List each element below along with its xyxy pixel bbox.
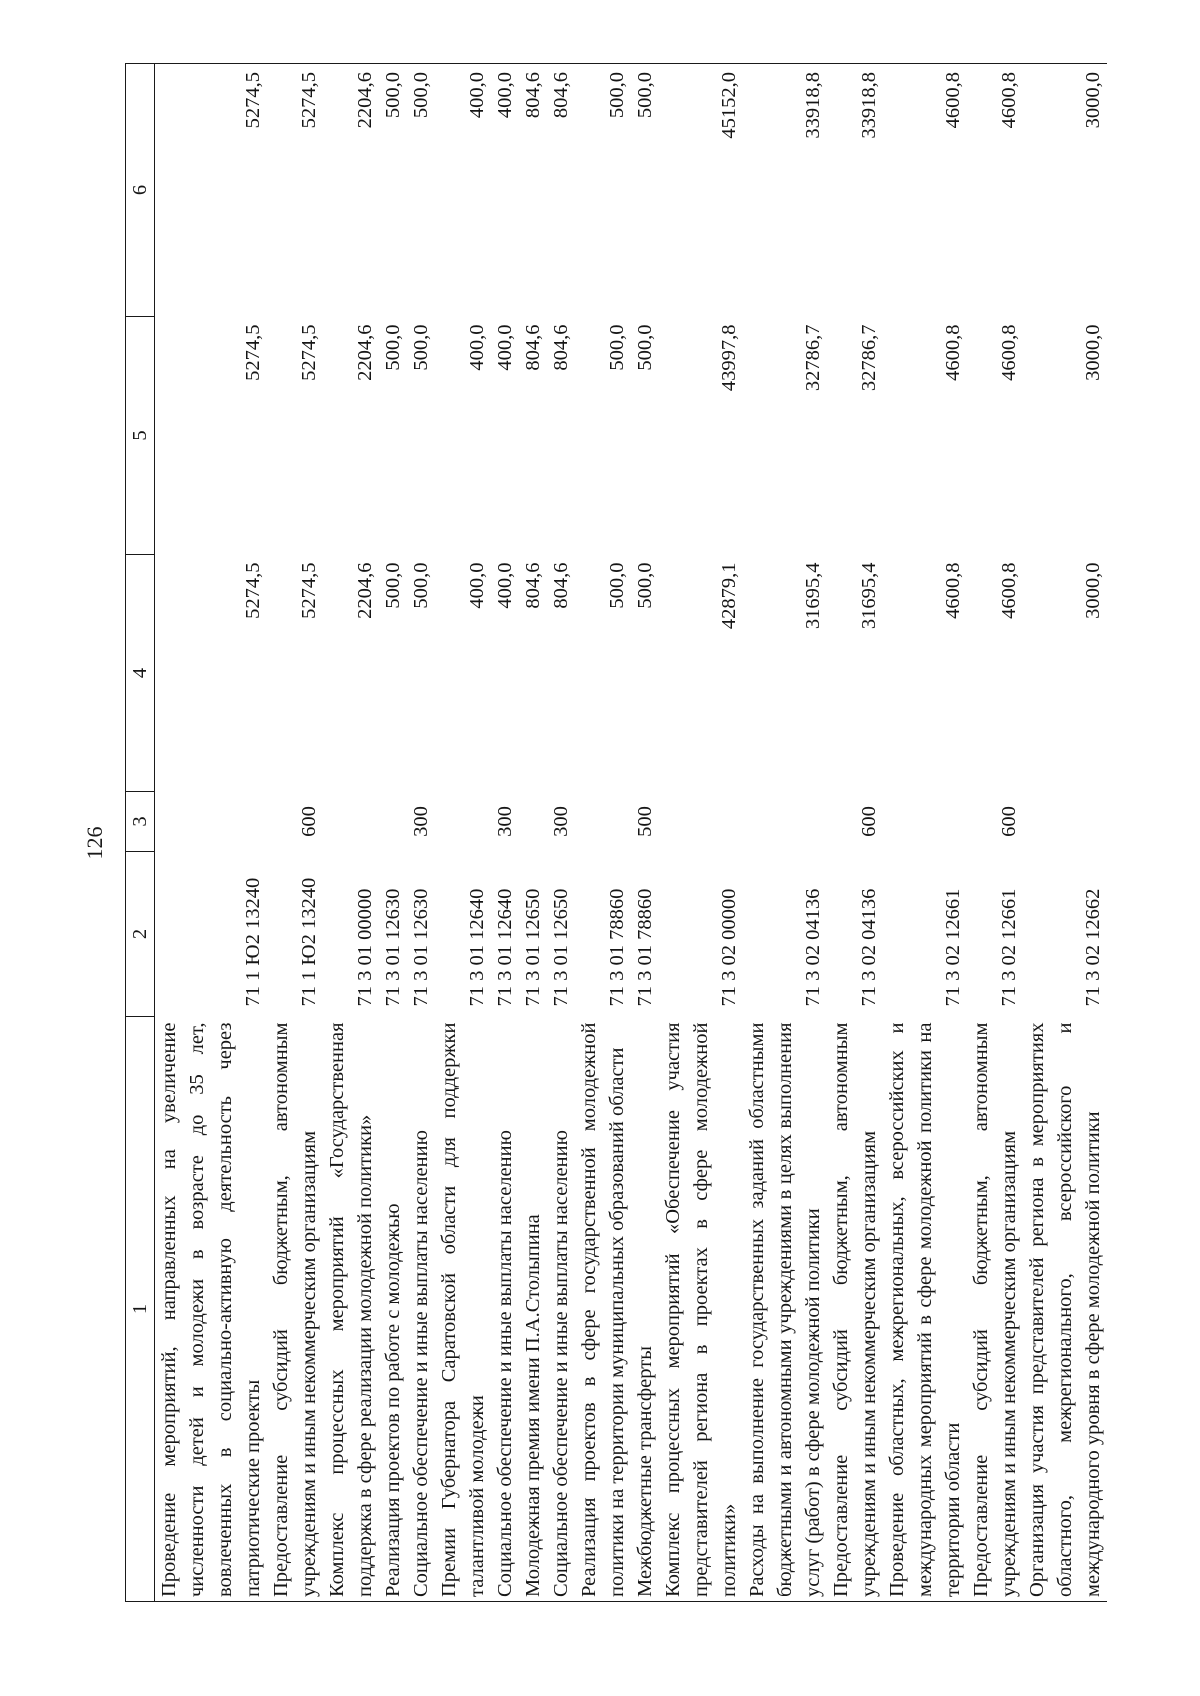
row-expense-type-cell bbox=[519, 792, 547, 852]
column-header: 2 bbox=[126, 852, 155, 1017]
row-code-cell: 71 1 Ю2 13240 bbox=[242, 877, 264, 1007]
column-header: 3 bbox=[126, 792, 155, 852]
table-row bbox=[659, 64, 743, 1602]
row-name-cell: Комплекс процессных мероприятий «Обеспечение участия представителей региона в проектах в сфере молодежной политики» bbox=[659, 1017, 743, 1602]
row-expense-type-cell bbox=[323, 792, 379, 852]
row-amount-col4-cell: 400,0 bbox=[466, 562, 488, 609]
row-name-cell: Комплекс процессных мероприятий «Государственная поддержка в сфере реализации молодежной политики» bbox=[323, 1017, 379, 1602]
table-row bbox=[323, 64, 379, 1602]
row-amount-col4-cell: 31695,4 bbox=[858, 562, 880, 630]
row-amount-col4-cell: 5274,5 bbox=[242, 562, 264, 619]
table-row bbox=[631, 64, 659, 1602]
row-expense-type-cell bbox=[435, 792, 491, 852]
row-amount-col6-cell: 2204,6 bbox=[323, 64, 379, 317]
row-name-cell: Расходы на выполнение государственных заданий областными бюджетными и автономными учреждениями в целях выполнения услуг (работ) в сфере молодежной политики bbox=[743, 1017, 827, 1602]
row-amount-col4-cell: 500,0 bbox=[634, 562, 656, 609]
row-name-cell: Межбюджетные трансферты bbox=[631, 1017, 659, 1602]
table-row bbox=[883, 64, 967, 1602]
table-row bbox=[967, 64, 1023, 1602]
row-amount-col6-cell: 4600,8 bbox=[967, 64, 1023, 317]
row-amount-col5-cell: 804,6 bbox=[550, 324, 572, 371]
row-name-cell: Предоставление субсидий бюджетным, автономным учреждениям и иным некоммерческим организациям bbox=[967, 1017, 1023, 1602]
row-amount-col6-cell: 33918,8 bbox=[743, 64, 827, 317]
row-name-cell: Предоставление субсидий бюджетным, автономным учреждениям и иным некоммерческим организациям bbox=[827, 1017, 883, 1602]
table-row bbox=[575, 64, 631, 1602]
table-row bbox=[827, 64, 883, 1602]
row-amount-col4-cell: 5274,5 bbox=[298, 562, 320, 619]
row-amount-col5-cell: 2204,6 bbox=[354, 324, 376, 381]
row-name-cell: Социальное обеспечение и иные выплаты населению bbox=[491, 1017, 519, 1602]
row-amount-col5-cell: 500,0 bbox=[382, 324, 404, 371]
row-amount-col4-cell: 4600,8 bbox=[942, 562, 964, 619]
row-amount-col5-cell: 32786,7 bbox=[858, 324, 880, 392]
row-code-cell: 71 3 01 12630 bbox=[382, 888, 404, 1007]
row-code-cell: 71 1 Ю2 13240 bbox=[298, 877, 320, 1007]
row-amount-col5-cell: 5274,5 bbox=[242, 324, 264, 381]
row-amount-col6-cell: 804,6 bbox=[519, 64, 547, 317]
row-amount-col6-cell: 400,0 bbox=[491, 64, 519, 317]
row-expense-type-cell bbox=[743, 792, 827, 852]
row-amount-col5-cell: 500,0 bbox=[410, 324, 432, 371]
row-amount-col5-cell: 400,0 bbox=[466, 324, 488, 371]
row-expense-type-cell bbox=[1023, 792, 1107, 852]
table-row bbox=[155, 64, 268, 1602]
table-row bbox=[547, 64, 575, 1602]
row-expense-type-cell: 600 bbox=[298, 806, 320, 837]
row-amount-col5-cell: 43997,8 bbox=[718, 324, 740, 392]
column-number-header-row bbox=[126, 64, 155, 1602]
column-header: 4 bbox=[126, 555, 155, 792]
row-name-cell: Социальное обеспечение и иные выплаты населению bbox=[547, 1017, 575, 1602]
row-amount-col5-cell: 400,0 bbox=[494, 324, 516, 371]
row-amount-col4-cell: 400,0 bbox=[494, 562, 516, 609]
table-row bbox=[379, 64, 407, 1602]
table-row bbox=[743, 64, 827, 1602]
row-code-cell: 71 3 01 78860 bbox=[606, 888, 628, 1007]
row-code-cell: 71 3 01 12650 bbox=[522, 888, 544, 1007]
table-row bbox=[491, 64, 519, 1602]
row-name-cell: Проведение областных, межрегиональных, всероссийских и международных мероприятий в сфере молодежной политики на территории области bbox=[883, 1017, 967, 1602]
row-code-cell: 71 3 01 78860 bbox=[634, 888, 656, 1007]
row-name-cell: Предоставление субсидий бюджетным, автономным учреждениям и иным некоммерческим организациям bbox=[267, 1017, 323, 1602]
row-amount-col5-cell: 500,0 bbox=[634, 324, 656, 371]
row-amount-col4-cell: 4600,8 bbox=[998, 562, 1020, 619]
row-amount-col5-cell: 804,6 bbox=[522, 324, 544, 371]
page-number: 126 bbox=[82, 826, 107, 860]
row-amount-col4-cell: 804,6 bbox=[550, 562, 572, 609]
row-expense-type-cell bbox=[659, 792, 743, 852]
row-amount-col4-cell: 2204,6 bbox=[354, 562, 376, 619]
row-amount-col6-cell: 500,0 bbox=[631, 64, 659, 317]
row-expense-type-cell: 500 bbox=[634, 806, 656, 837]
row-amount-col5-cell: 3000,0 bbox=[1082, 324, 1104, 381]
row-amount-col4-cell: 500,0 bbox=[606, 562, 628, 609]
table-row bbox=[407, 64, 435, 1602]
row-expense-type-cell bbox=[155, 792, 268, 852]
row-amount-col6-cell: 3000,0 bbox=[1023, 64, 1107, 317]
row-name-cell: Реализация проектов в сфере государственной молодежной политики на территории муниципальных образований области bbox=[575, 1017, 631, 1602]
row-amount-col4-cell: 500,0 bbox=[382, 562, 404, 609]
row-code-cell: 71 3 02 00000 bbox=[718, 888, 740, 1007]
row-amount-col6-cell: 500,0 bbox=[407, 64, 435, 317]
row-code-cell: 71 3 01 12640 bbox=[466, 888, 488, 1007]
row-amount-col5-cell: 4600,8 bbox=[998, 324, 1020, 381]
column-header: 6 bbox=[126, 64, 155, 317]
row-amount-col5-cell: 5274,5 bbox=[298, 324, 320, 381]
row-amount-col6-cell: 500,0 bbox=[575, 64, 631, 317]
column-header: 1 bbox=[126, 1017, 155, 1602]
row-expense-type-cell: 300 bbox=[494, 806, 516, 837]
rotated-document-sheet bbox=[125, 64, 1150, 1602]
column-header: 5 bbox=[126, 317, 155, 555]
row-expense-type-cell bbox=[575, 792, 631, 852]
row-code-cell: 71 3 01 12650 bbox=[550, 888, 572, 1007]
row-amount-col6-cell: 5274,5 bbox=[267, 64, 323, 317]
row-amount-col6-cell: 400,0 bbox=[435, 64, 491, 317]
row-amount-col4-cell: 42879,1 bbox=[718, 562, 740, 630]
row-code-cell: 71 3 01 00000 bbox=[354, 888, 376, 1007]
row-amount-col4-cell: 31695,4 bbox=[802, 562, 824, 630]
row-expense-type-cell: 600 bbox=[998, 806, 1020, 837]
row-amount-col6-cell: 45152,0 bbox=[659, 64, 743, 317]
row-code-cell: 71 3 02 12661 bbox=[998, 888, 1020, 1007]
budget-table bbox=[125, 63, 1107, 1602]
table-row bbox=[519, 64, 547, 1602]
row-expense-type-cell: 600 bbox=[858, 806, 880, 837]
row-expense-type-cell bbox=[883, 792, 967, 852]
table-row bbox=[267, 64, 323, 1602]
row-expense-type-cell: 300 bbox=[410, 806, 432, 837]
row-amount-col5-cell: 4600,8 bbox=[942, 324, 964, 381]
row-code-cell: 71 3 02 04136 bbox=[858, 888, 880, 1007]
row-code-cell: 71 3 01 12630 bbox=[410, 888, 432, 1007]
row-expense-type-cell bbox=[379, 792, 407, 852]
row-code-cell: 71 3 02 12662 bbox=[1082, 888, 1104, 1007]
row-amount-col6-cell: 33918,8 bbox=[827, 64, 883, 317]
row-amount-col4-cell: 804,6 bbox=[522, 562, 544, 609]
row-name-cell: Проведение мероприятий, направленных на увеличение численности детей и молодежи в возрасте до 35 лет, вовлеченных в социально-активную деятельность через патриотические проекты bbox=[155, 1017, 268, 1602]
row-name-cell: Премии Губернатора Саратовской области для поддержки талантливой молодежи bbox=[435, 1017, 491, 1602]
table-row bbox=[1023, 64, 1107, 1602]
row-amount-col4-cell: 3000,0 bbox=[1082, 562, 1104, 619]
row-code-cell: 71 3 01 12640 bbox=[494, 888, 516, 1007]
row-name-cell: Реализация проектов по работе с молодежью bbox=[379, 1017, 407, 1602]
row-code-cell: 71 3 02 04136 bbox=[802, 888, 824, 1007]
row-name-cell: Организация участия представителей региона в мероприятиях областного, межрегионального, всероссийского и международного уровня в сфере молодежной политики bbox=[1023, 1017, 1107, 1602]
row-amount-col6-cell: 5274,5 bbox=[155, 64, 268, 317]
row-amount-col5-cell: 32786,7 bbox=[802, 324, 824, 392]
row-amount-col6-cell: 500,0 bbox=[379, 64, 407, 317]
row-amount-col6-cell: 4600,8 bbox=[883, 64, 967, 317]
row-code-cell: 71 3 02 12661 bbox=[942, 888, 964, 1007]
table-body bbox=[155, 64, 1108, 1602]
row-amount-col6-cell: 804,6 bbox=[547, 64, 575, 317]
row-expense-type-cell: 300 bbox=[550, 806, 572, 837]
table-row bbox=[435, 64, 491, 1602]
row-name-cell: Молодежная премия имени П.А.Столыпина bbox=[519, 1017, 547, 1602]
row-name-cell: Социальное обеспечение и иные выплаты населению bbox=[407, 1017, 435, 1602]
row-amount-col5-cell: 500,0 bbox=[606, 324, 628, 371]
row-amount-col4-cell: 500,0 bbox=[410, 562, 432, 609]
